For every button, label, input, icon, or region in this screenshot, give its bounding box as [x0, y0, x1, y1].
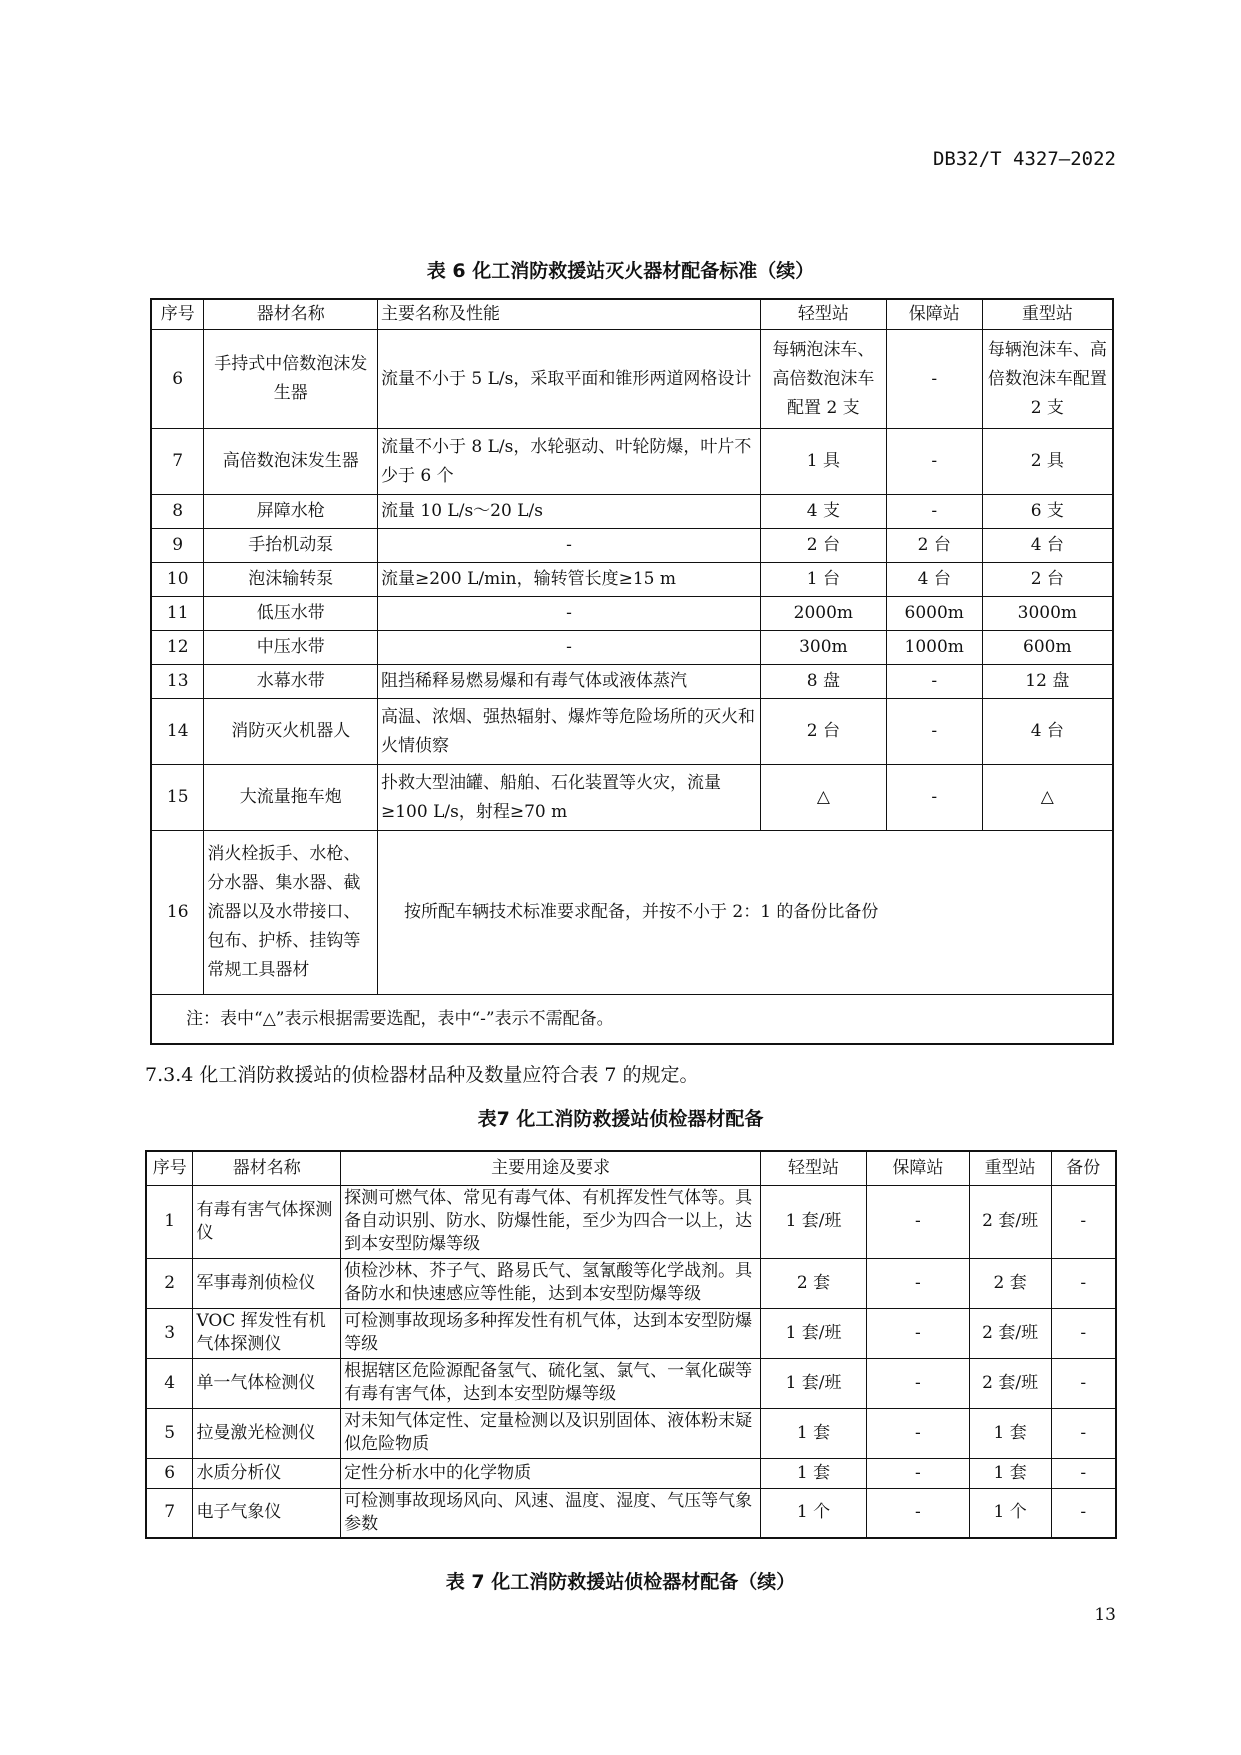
- cell-no: 13: [151, 665, 204, 699]
- cell-heavy: 4 台: [982, 529, 1113, 563]
- header-cell: 重型站: [969, 1151, 1051, 1185]
- header-cell: 轻型站: [760, 299, 886, 330]
- table-row: [151, 631, 1113, 665]
- header-cell: 主要用途及要求: [341, 1151, 761, 1185]
- table6-header-row: [151, 299, 1113, 330]
- cell-no: 8: [151, 495, 204, 529]
- cell-light: 每辆泡沫车、高倍数泡沫车配置 2 支: [760, 330, 886, 429]
- cell-backup: -: [1051, 1185, 1116, 1258]
- cell-heavy: 2 套/班: [969, 1358, 1051, 1408]
- table-row: [146, 1488, 1116, 1538]
- cell-light: 1 台: [760, 563, 886, 597]
- cell-spec: 扑救大型油罐、船舶、石化装置等火灾，流量≥100 L/s，射程≥70 m: [377, 765, 760, 831]
- cell-name: 消防灭火机器人: [204, 699, 378, 765]
- cell-spec: 阻挡稀释易燃易爆和有毒气体或液体蒸汽: [377, 665, 760, 699]
- clause-7-3-4: 7.3.4 化工消防救援站的侦检器材品种及数量应符合表 7 的规定。: [145, 1064, 699, 1086]
- cell-no: 15: [151, 765, 204, 831]
- cell-name: VOC 挥发性有机气体探测仪: [193, 1308, 341, 1358]
- cell-heavy: 2 套/班: [969, 1185, 1051, 1258]
- cell-name: 水质分析仪: [193, 1458, 341, 1488]
- cell-heavy: 3000m: [982, 597, 1113, 631]
- cell-spec: 流量≥200 L/min，输转管长度≥15 m: [377, 563, 760, 597]
- cell-support: -: [866, 1185, 969, 1258]
- cell-light: 4 支: [760, 495, 886, 529]
- cell-support: -: [886, 495, 982, 529]
- cell-light: 2 台: [760, 529, 886, 563]
- cell-heavy: 1 套: [969, 1408, 1051, 1458]
- cell-spec: 流量 10 L/s～20 L/s: [377, 495, 760, 529]
- cell-name: 泡沫输转泵: [204, 563, 378, 597]
- cell-light: 1 套/班: [761, 1358, 867, 1408]
- cell-no: 3: [146, 1308, 193, 1358]
- cell-light: 1 套/班: [761, 1308, 867, 1358]
- cell-name: 手抬机动泵: [204, 529, 378, 563]
- cell-name: 消火栓扳手、水枪、分水器、集水器、截流器以及水带接口、包布、护桥、挂钩等常规工具器材: [204, 831, 378, 995]
- table6: [150, 298, 1114, 1045]
- page-number: 13: [1094, 1605, 1116, 1625]
- cell-name: 军事毒剂侦检仪: [193, 1258, 341, 1308]
- cell-heavy: 2 套: [969, 1258, 1051, 1308]
- cell-no: 16: [151, 831, 204, 995]
- cell-spec: -: [377, 529, 760, 563]
- cell-support: -: [886, 665, 982, 699]
- table6-caption: 表 6 化工消防救援站灭火器材配备标准（续）: [426, 260, 815, 282]
- table7: [145, 1150, 1117, 1539]
- cell-heavy: 12 盘: [982, 665, 1113, 699]
- cell-no: 11: [151, 597, 204, 631]
- cell-no: 7: [151, 429, 204, 495]
- table7-header-row: [146, 1151, 1116, 1185]
- cell-support: -: [866, 1458, 969, 1488]
- cell-name: 中压水带: [204, 631, 378, 665]
- cell-usage: 根据辖区危险源配备氢气、硫化氢、氯气、一氧化碳等有毒有害气体，达到本安型防爆等级: [341, 1358, 761, 1408]
- cell-light: 8 盘: [760, 665, 886, 699]
- table6-note: 注：表中“△”表示根据需要选配，表中“-”表示不需配备。: [151, 995, 1113, 1045]
- cell-no: 10: [151, 563, 204, 597]
- table-row: [146, 1458, 1116, 1488]
- cell-spec: -: [377, 597, 760, 631]
- cell-support: -: [866, 1308, 969, 1358]
- cell-usage: 对未知气体定性、定量检测以及识别固体、液体粉末疑似危险物质: [341, 1408, 761, 1458]
- cell-no: 7: [146, 1488, 193, 1538]
- cell-backup: -: [1051, 1458, 1116, 1488]
- cell-light: 1 个: [761, 1488, 867, 1538]
- cell-backup: -: [1051, 1258, 1116, 1308]
- cell-support: -: [866, 1358, 969, 1408]
- cell-light: 1 套: [761, 1408, 867, 1458]
- table-row: [151, 529, 1113, 563]
- header-cell: 轻型站: [761, 1151, 867, 1185]
- cell-support: 1000m: [886, 631, 982, 665]
- cell-heavy: 6 支: [982, 495, 1113, 529]
- cell-name: 低压水带: [204, 597, 378, 631]
- cell-heavy: 4 台: [982, 699, 1113, 765]
- cell-light: 1 套: [761, 1458, 867, 1488]
- cell-heavy: 2 具: [982, 429, 1113, 495]
- table-row: [151, 429, 1113, 495]
- header-cell: 重型站: [982, 299, 1113, 330]
- cell-name: 水幕水带: [204, 665, 378, 699]
- cell-usage: 定性分析水中的化学物质: [341, 1458, 761, 1488]
- header-cell: 保障站: [886, 299, 982, 330]
- cell-name: 拉曼激光检测仪: [193, 1408, 341, 1458]
- cell-heavy: 1 个: [969, 1488, 1051, 1538]
- cell-support: -: [886, 765, 982, 831]
- cell-name: 屏障水枪: [204, 495, 378, 529]
- cell-spec: 流量不小于 8 L/s，水轮驱动、叶轮防爆，叶片不少于 6 个: [377, 429, 760, 495]
- cell-light: 2 套: [761, 1258, 867, 1308]
- cell-no: 12: [151, 631, 204, 665]
- cell-heavy: 每辆泡沫车、高倍数泡沫车配置 2 支: [982, 330, 1113, 429]
- document-id: DB32/T 4327—2022: [932, 148, 1116, 170]
- cell-light: 2000m: [760, 597, 886, 631]
- cell-heavy: 2 台: [982, 563, 1113, 597]
- header-cell: 主要名称及性能: [377, 299, 760, 330]
- table6-note-row: [151, 995, 1113, 1045]
- cell-name: 高倍数泡沫发生器: [204, 429, 378, 495]
- table-row: [151, 563, 1113, 597]
- table7-caption: 表7 化工消防救援站侦检器材配备: [477, 1108, 764, 1130]
- table-row: [151, 330, 1113, 429]
- cell-support: -: [866, 1258, 969, 1308]
- cell-usage: 可检测事故现场多种挥发性有机气体，达到本安型防爆等级: [341, 1308, 761, 1358]
- table-row: [151, 597, 1113, 631]
- cell-support: -: [866, 1488, 969, 1538]
- table-row: [146, 1258, 1116, 1308]
- table-row: [146, 1358, 1116, 1408]
- cell-support: -: [886, 699, 982, 765]
- cell-no: 1: [146, 1185, 193, 1258]
- cell-name: 电子气象仪: [193, 1488, 341, 1538]
- cell-backup: -: [1051, 1488, 1116, 1538]
- cell-support: 2 台: [886, 529, 982, 563]
- cell-spec: 流量不小于 5 L/s，采取平面和锥形两道网格设计: [377, 330, 760, 429]
- cell-no: 5: [146, 1408, 193, 1458]
- cell-no: 6: [146, 1458, 193, 1488]
- table-row: [151, 665, 1113, 699]
- table-row: [151, 765, 1113, 831]
- cell-light: △: [760, 765, 886, 831]
- cell-usage: 侦检沙林、芥子气、路易氏气、氢氰酸等化学战剂。具备防水和快速感应等性能，达到本安型防爆等级: [341, 1258, 761, 1308]
- header-cell: 保障站: [866, 1151, 969, 1185]
- cell-support: 6000m: [886, 597, 982, 631]
- cell-backup: -: [1051, 1408, 1116, 1458]
- table-row: [146, 1185, 1116, 1258]
- header-cell: 器材名称: [204, 299, 378, 330]
- cell-backup: -: [1051, 1308, 1116, 1358]
- cell-heavy: 1 套: [969, 1458, 1051, 1488]
- cell-requirement: 按所配车辆技术标准要求配备，并按不小于 2：1 的备份比备份: [377, 831, 1113, 995]
- table-row: [146, 1408, 1116, 1458]
- cell-light: 300m: [760, 631, 886, 665]
- table-row: [151, 495, 1113, 529]
- cell-spec: -: [377, 631, 760, 665]
- cell-support: 4 台: [886, 563, 982, 597]
- cell-no: 6: [151, 330, 204, 429]
- cell-no: 14: [151, 699, 204, 765]
- cell-name: 大流量拖车炮: [204, 765, 378, 831]
- table7-continued-caption: 表 7 化工消防救援站侦检器材配备（续）: [445, 1571, 796, 1593]
- header-cell: 序号: [151, 299, 204, 330]
- cell-support: -: [886, 429, 982, 495]
- header-cell: 备份: [1051, 1151, 1116, 1185]
- cell-usage: 探测可燃气体、常见有毒气体、有机挥发性气体等。具备自动识别、防水、防爆性能，至少为四合一以上，达到本安型防爆等级: [341, 1185, 761, 1258]
- cell-no: 2: [146, 1258, 193, 1308]
- cell-heavy: 600m: [982, 631, 1113, 665]
- table-row: [151, 831, 1113, 995]
- cell-spec: 高温、浓烟、强热辐射、爆炸等危险场所的灭火和火情侦察: [377, 699, 760, 765]
- cell-name: 单一气体检测仪: [193, 1358, 341, 1408]
- cell-support: -: [866, 1408, 969, 1458]
- cell-usage: 可检测事故现场风向、风速、温度、湿度、气压等气象参数: [341, 1488, 761, 1538]
- header-cell: 序号: [146, 1151, 193, 1185]
- cell-name: 手持式中倍数泡沫发生器: [204, 330, 378, 429]
- header-cell: 器材名称: [193, 1151, 341, 1185]
- cell-no: 4: [146, 1358, 193, 1408]
- cell-backup: -: [1051, 1358, 1116, 1408]
- cell-name: 有毒有害气体探测仪: [193, 1185, 341, 1258]
- cell-no: 9: [151, 529, 204, 563]
- cell-light: 2 台: [760, 699, 886, 765]
- cell-support: -: [886, 330, 982, 429]
- cell-heavy: △: [982, 765, 1113, 831]
- cell-light: 1 套/班: [761, 1185, 867, 1258]
- cell-heavy: 2 套/班: [969, 1308, 1051, 1358]
- cell-light: 1 具: [760, 429, 886, 495]
- table-row: [146, 1308, 1116, 1358]
- table-row: [151, 699, 1113, 765]
